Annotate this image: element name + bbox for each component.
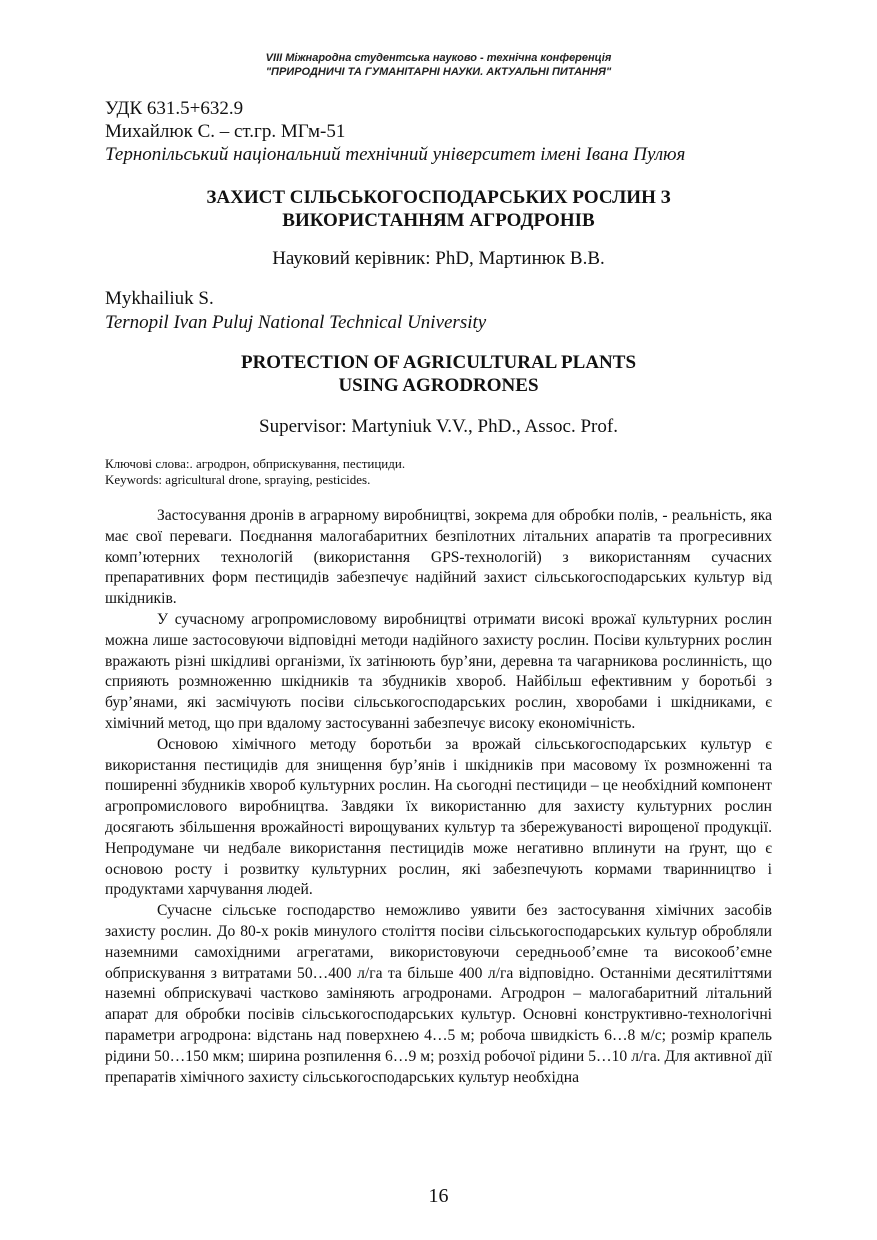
paragraph: Сучасне сільське господарство неможливо уявити без застосування хімічних засобів захисту рослин. До 80-х років минулого століття посіви сільськогосподарських культур обробляли наземними самохідними агрегатами, використовуючи середньооб’ємне та високооб’ємне обприскування з витратами 50…400 л/га та більше 400 л/га відповідно. Останніми десятиліттями наземні обприскувачі частково заміняють агродронами. Агродрон – малогабаритний літальний апарат для обробки посівів сільськогосподарських культур. Основні конструктивно-технологічні параметри агродрона: відстань над поверхнею 4…5 м; робоча швидкість 6…8 м/с; розмір крапель рідини 50…150 мкм; ширина розпилення 6…9 м; розхід робочої рідини 5…10 л/га. Для активної дії препаратів хімічного захисту сільськогосподарських культур необхідна — [105, 902, 772, 1086]
udk-code: УДК 631.5+632.9 — [105, 98, 244, 119]
page-number: 16 — [428, 1185, 449, 1207]
title-ua-line-1: ЗАХИСТ СІЛЬСЬКОГОСПОДАРСЬКИХ РОСЛИН З — [206, 187, 671, 208]
title-en-line-1: PROTECTION OF AGRICULTURAL PLANTS — [240, 352, 637, 373]
author-en: Mykhailiuk S. — [105, 288, 214, 309]
title-en-line-2: USING AGRODRONES — [338, 375, 539, 396]
author-ua: Михайлюк С. – ст.гр. МГм-51 — [105, 121, 346, 142]
supervisor-ua: Науковий керівник: PhD, Мартинюк В.В. — [272, 248, 605, 269]
keywords-ua: Ключові слова:. агродрон, обприскування, пестициди. — [105, 456, 406, 471]
affiliation-en: Ternopil Ivan Puluj National Technical University — [105, 312, 487, 333]
supervisor-en: Supervisor: Martyniuk V.V., PhD., Assoc. Prof. — [259, 416, 618, 437]
paragraph: Основою хімічного методу боротьби за врожай сільськогосподарських культур є використання пестицидів для знищення бур’янів і шкідників при масовому їх розмноженні та поширенні збудників хвороб культурних рослин. На сьогодні пестициди – це необхідний компонент агропромислового виробництва. Завдяки їх використанню для захисту культурних рослин досягають збільшення врожайності вирощуваних культур та збережуваності вирощеної продукції. Непродумане чи недбале використання пестицидів може негативно вплинути на ґрунт, що є основою росту і розвитку культурних рослин, які забезпечують кормами тваринництво і продуктами харчування людей. — [105, 735, 772, 899]
keywords-en: Keywords: agricultural drone, spraying, pesticides. — [105, 472, 371, 487]
paragraph: Застосування дронів в аграрному виробництві, зокрема для обробки полів, - реальність, яка має свої переваги. Поєднання малогабаритних безпілотних літальних апаратів та прогресивних комп’ютерних технологій (використання GPS-технологій) з використанням сучасних препаративних форм пестицидів забезпечує надійний захист сільськогосподарських культур від шкідників. — [105, 507, 772, 608]
paragraph: У сучасному агропромисловому виробництві отримати високі врожаї культурних рослин можна лише застосовуючи відповідні методи надійного захисту рослин. Посіви культурних рослин вражають різні шкідливі організми, їх затінюють бур’яни, деревна та чагарникова рослинність, що сприяють розмноженню шкідників та збудників хвороб. Найбільш ефективним у боротьбі з бур’янами, які засмічують посіви сільськогосподарських рослин, хворобами і шкідниками, є хімічний метод, що при вдалому застосуванні забезпечує високу економічність. — [105, 610, 772, 732]
article-body — [105, 506, 772, 1088]
conference-header-line-2: "ПРИРОДНИЧІ ТА ГУМАНІТАРНІ НАУКИ. АКТУАЛЬНІ ПИТАННЯ" — [265, 66, 612, 78]
title-ua-line-2: ВИКОРИСТАННЯМ АГРОДРОНІВ — [282, 210, 595, 231]
affiliation-ua: Тернопільський національний технічний університет імені Івана Пулюя — [105, 144, 686, 165]
conference-header-line-1: VIII Міжнародна студентська науково - технічна конференція — [265, 52, 612, 64]
